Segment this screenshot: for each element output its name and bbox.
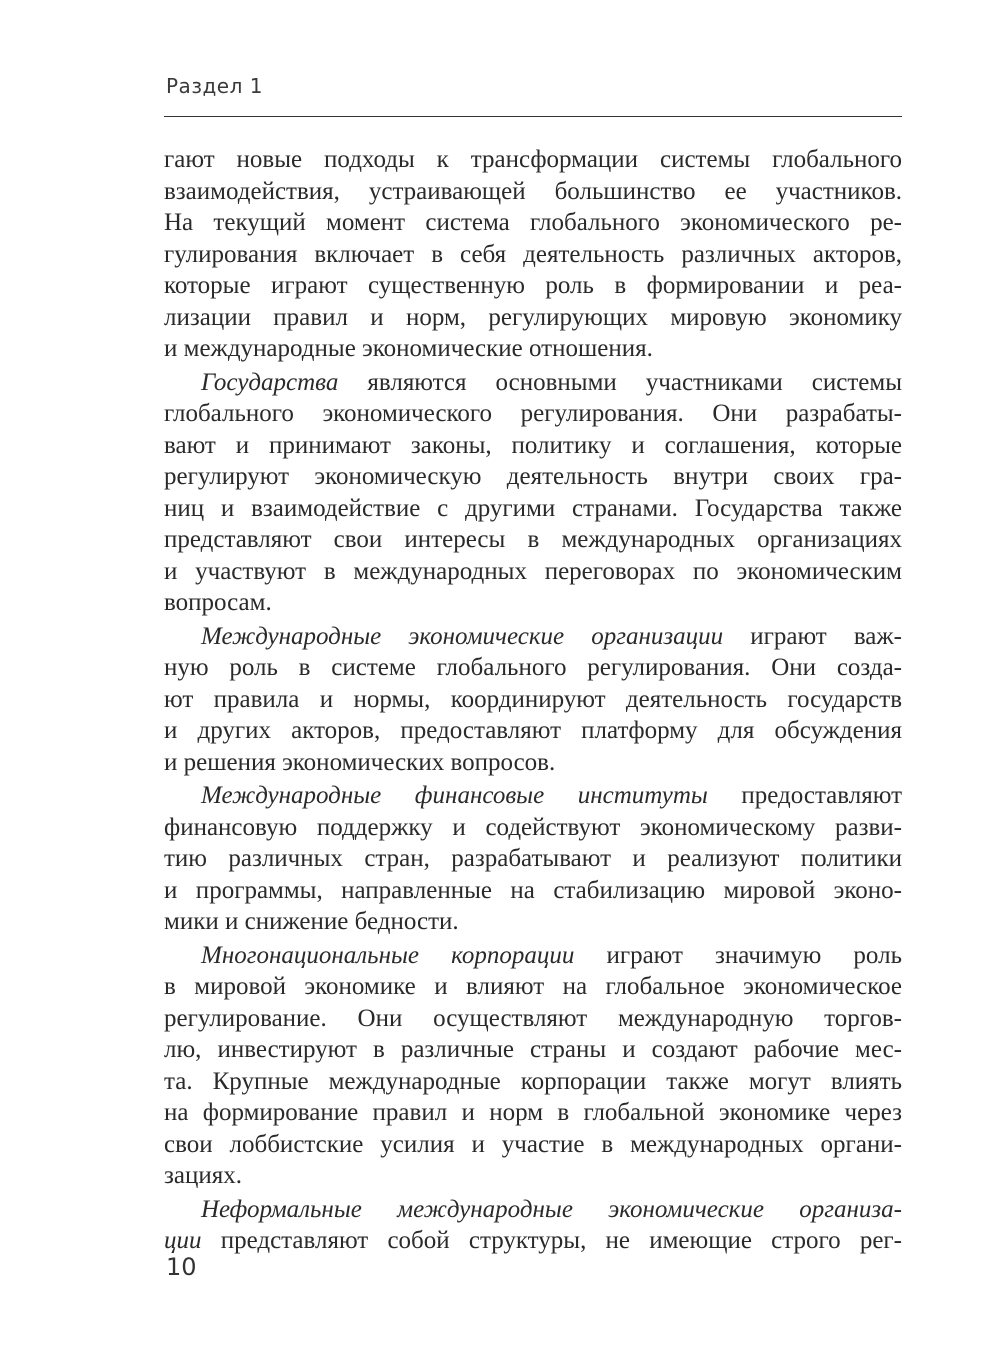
paragraph-1: [164, 144, 902, 365]
text-line: тию различных стран, разрабатывают и реализуют политики: [164, 845, 902, 872]
text-line: мики и снижение бедности.: [164, 908, 459, 935]
text-line: и участвуют в международных переговорах по экономическим: [164, 557, 902, 585]
paragraph-6: [164, 1194, 902, 1257]
text-line: глобального экономического регулирования. Они разрабаты-: [164, 400, 902, 427]
text-line: в мировой экономике и влияют на глобальное экономическое: [164, 973, 902, 1000]
text-fragment: представляют собой структуры, не имеющие строго рег-: [201, 1227, 902, 1254]
text-line: вопросам.: [164, 589, 272, 616]
text-line: и решения экономических вопросов.: [164, 748, 556, 776]
text-fragment: являются основными участниками системы: [338, 368, 902, 396]
text-line: На текущий момент система глобального экономического ре-: [164, 209, 902, 236]
text-line: и других акторов, предоставляют платформу для обсуждения: [164, 717, 902, 744]
text-line: [164, 1225, 902, 1257]
text-line: и программы, направленные на стабилизацию мировой эконо-: [164, 876, 902, 904]
italic-term: Международные финансовые институты: [201, 782, 708, 809]
text-line: которые играют существенную роль в формировании и реа-: [164, 272, 902, 299]
text-line: [164, 780, 902, 812]
text-line: лю, инвестируют в различные страны и создают рабочие мес-: [164, 1036, 902, 1063]
text-fragment: играют значимую роль: [574, 941, 902, 969]
body-text: [164, 144, 902, 1257]
text-line: лизации правил и норм, регулирующих мировую экономику: [164, 303, 902, 331]
text-line: и международные экономические отношения.: [164, 335, 653, 362]
text-line: зациях.: [164, 1162, 242, 1189]
text-line: Неформальные международные экономические организа-: [201, 1195, 902, 1223]
text-line: [164, 621, 902, 653]
paragraph-3: [164, 621, 902, 779]
text-line: ют правила и нормы, координируют деятельность государств: [164, 685, 902, 713]
text-line: вают и принимают законы, политику и соглашения, которые: [164, 431, 902, 459]
text-line: [164, 367, 902, 399]
header-rule: [164, 116, 902, 117]
running-head: Раздел 1: [166, 74, 263, 98]
text-line: гают новые подходы к трансформации системы глобального: [164, 146, 902, 173]
italic-term: Международные экономические организации: [201, 622, 724, 650]
text-fragment: предоставляют: [707, 782, 903, 809]
text-line: ную роль в системе глобального регулирования. Они созда-: [164, 654, 902, 681]
text-line: регулируют экономическую деятельность внутри своих гра-: [164, 463, 902, 490]
italic-term: ции: [164, 1227, 202, 1254]
text-line: представляют свои интересы в международных организациях: [164, 526, 902, 553]
text-line: та. Крупные международные корпорации также могут влиять: [164, 1067, 902, 1095]
text-fragment: играют важ-: [723, 622, 902, 650]
text-line: гулирования включает в себя деятельность различных акторов,: [164, 240, 902, 268]
paragraph-5: [164, 940, 902, 1192]
text-line: свои лоббистские усилия и участие в международных органи-: [164, 1130, 902, 1158]
text-line: финансовую поддержку и содействуют экономическому разви-: [164, 813, 902, 841]
text-line: [164, 940, 902, 972]
italic-term: Государства: [201, 368, 339, 396]
text-line: на формирование правил и норм в глобальной экономике через: [164, 1099, 902, 1126]
italic-term: Многонациональные корпорации: [201, 941, 575, 969]
page-number: 10: [166, 1253, 197, 1281]
text-line: ниц и взаимодействие с другими странами. Государства также: [164, 494, 902, 522]
paragraph-4: [164, 780, 902, 938]
text-line: взаимодействия, устраивающей большинство ее участников.: [164, 177, 902, 205]
paragraph-2: [164, 367, 902, 619]
text-line: регулирование. Они осуществляют международную торгов-: [164, 1004, 902, 1032]
